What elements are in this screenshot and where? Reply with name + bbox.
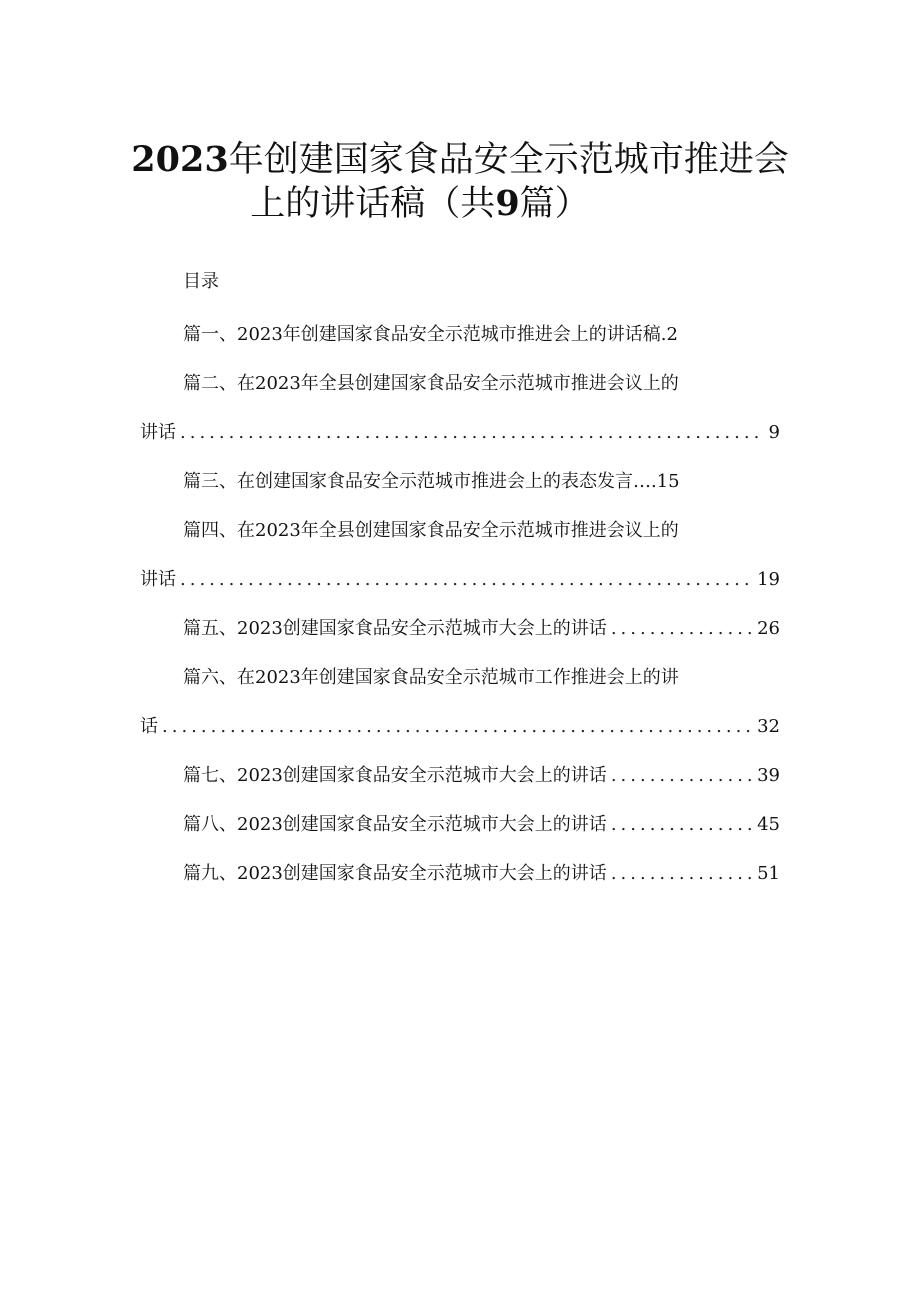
toc-entry-text: 话 bbox=[140, 716, 158, 737]
toc-entry-page: 32 bbox=[757, 716, 780, 737]
title-line2-post: 篇） bbox=[519, 184, 590, 224]
toc-entry-text: 篇七、2023创建国家食品安全示范城市大会上的讲话 bbox=[183, 765, 607, 786]
toc-dot-leader bbox=[611, 813, 753, 837]
toc-entry-page: 19 bbox=[757, 569, 780, 590]
toc-entry-4[interactable] bbox=[140, 568, 780, 592]
toc-entry-page: 2 bbox=[666, 324, 678, 345]
title-line1-text: 年创建国家食品安全示范城市推进会 bbox=[228, 140, 789, 180]
toc-entry-text: 篇三、在创建国家食品安全示范城市推进会上的表态发言… bbox=[183, 471, 651, 492]
toc-entry-text: 篇八、2023创建国家食品安全示范城市大会上的讲话 bbox=[183, 814, 607, 835]
toc-entry-2[interactable] bbox=[140, 421, 780, 445]
toc-entry-text: 讲话 bbox=[140, 422, 176, 443]
toc-entry-3[interactable] bbox=[183, 470, 680, 494]
toc-entry-page: .15 bbox=[651, 471, 680, 492]
toc-dot-leader bbox=[611, 862, 753, 886]
toc-entry-6[interactable] bbox=[140, 715, 780, 739]
toc-entry-page: 39 bbox=[757, 765, 780, 786]
document-title-line1 bbox=[100, 138, 820, 182]
title-count: 9 bbox=[495, 183, 520, 224]
toc-entry-6-line1[interactable]: 篇六、在2023年创建国家食品安全示范城市工作推进会上的讲 bbox=[183, 667, 679, 688]
toc-dot-leader bbox=[162, 715, 753, 739]
toc-entry-page: 26 bbox=[757, 618, 780, 639]
toc-entry-page: 51 bbox=[757, 863, 780, 884]
toc-entry-text: 篇一、2023年创建国家食品安全示范城市推进会上的讲话稿. bbox=[183, 324, 667, 345]
toc-heading: 目录 bbox=[183, 271, 219, 292]
toc-entry-9[interactable] bbox=[183, 862, 780, 886]
toc-entry-page: 45 bbox=[757, 814, 780, 835]
toc-dot-leader bbox=[611, 617, 753, 641]
toc-entry-text: 篇五、2023创建国家食品安全示范城市大会上的讲话 bbox=[183, 618, 607, 639]
toc-dot-leader bbox=[611, 764, 753, 788]
document-title-line2 bbox=[60, 182, 780, 226]
title-line2-pre: 上的讲话稿（共 bbox=[250, 184, 496, 224]
toc-entry-4-line1[interactable]: 篇四、在2023年全县创建国家食品安全示范城市推进会议上的 bbox=[183, 520, 679, 541]
toc-entry-8[interactable] bbox=[183, 813, 780, 837]
toc-entry-2-line1[interactable]: 篇二、在2023年全县创建国家食品安全示范城市推进会议上的 bbox=[183, 373, 679, 394]
toc-entry-1[interactable] bbox=[183, 323, 678, 347]
toc-entry-page: 9 bbox=[768, 422, 780, 443]
toc-dot-leader bbox=[180, 568, 753, 592]
toc-dot-leader bbox=[180, 421, 765, 445]
toc-entry-5[interactable] bbox=[183, 617, 780, 641]
toc-entry-text: 讲话 bbox=[140, 569, 176, 590]
title-year: 2023 bbox=[131, 139, 229, 180]
toc-entry-text: 篇九、2023创建国家食品安全示范城市大会上的讲话 bbox=[183, 863, 607, 884]
toc-entry-7[interactable] bbox=[183, 764, 780, 788]
